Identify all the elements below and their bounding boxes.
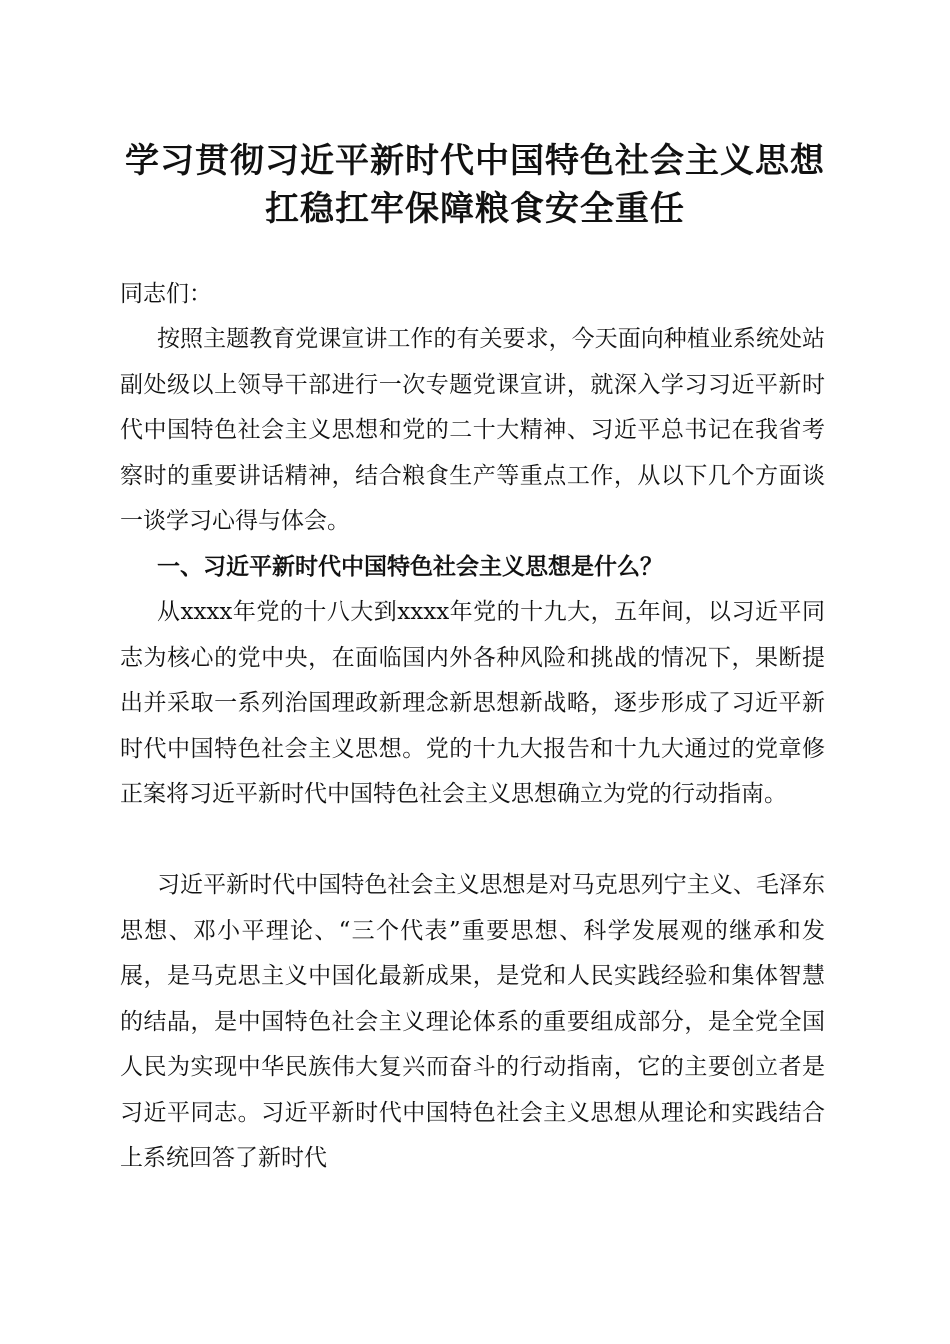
section-heading-1: 一、习近平新时代中国特色社会主义思想是什么？ (157, 554, 663, 580)
intro-paragraph: 按照主题教育党课宣讲工作的有关要求，今天面向种植业系统处站副处级以上领导干部进行一次专题党课宣讲，就深入学习习近平新时代中国特色社会主义思想和党的二十大精神、习近平总书记在我省考察时的重要讲话精神，结合粮食生产等重点工作，从以下几个方面谈一谈学习心得与体会。 (120, 326, 825, 534)
section-1-paragraph-2: 习近平新时代中国特色社会主义思想是对马克思列宁主义、毛泽东思想、邓小平理论、“三个代表”重要思想、科学发展观的继承和发展，是马克思主义中国化最新成果，是党和人民实践经验和集体智慧的结晶，是中国特色社会主义理论体系的重要组成部分，是全党全国人民为实现中华民族伟大复兴而奋斗的行动指南，它的主要创立者是习近平同志。习近平新时代中国特色社会主义思想从理论和实践结合上系统回答了新时代 (120, 872, 825, 1171)
greeting: 同志们： (120, 281, 212, 307)
document-title-line-2: 扛稳扛牢保障粮食安全重任 (265, 189, 685, 229)
section-1-paragraph-1: 从xxxx年党的十八大到xxxx年党的十九大，五年间，以习近平同志为核心的党中央，在面临国内外各种风险和挑战的情况下，果断提出并采取一系列治国理政新理念新思想新战略，逐步形成了习近平新时代中国特色社会主义思想。党的十九大报告和十九大通过的党章修正案将习近平新时代中国特色社会主义思想确立为党的行动指南。 (120, 599, 825, 807)
document-title-line-1: 学习贯彻习近平新时代中国特色社会主义思想 (125, 141, 825, 181)
